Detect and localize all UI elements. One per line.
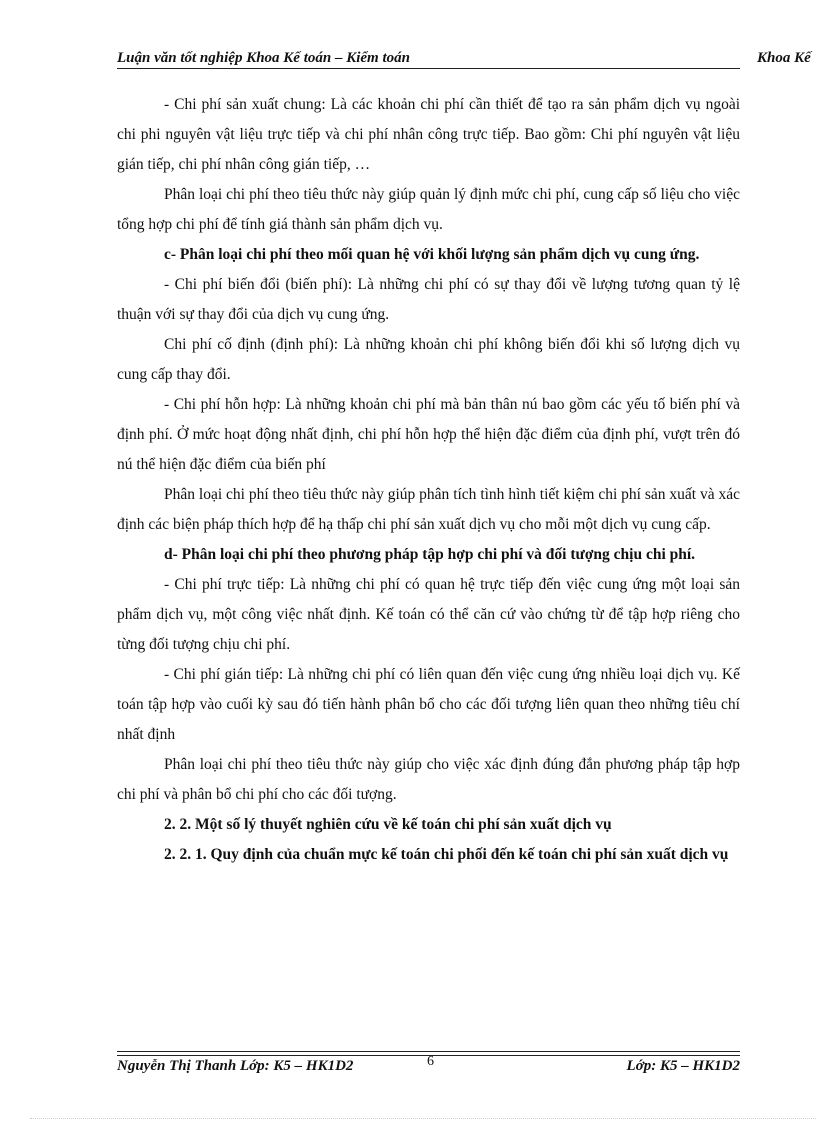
paragraph-mixed-costs: - Chi phí hỗn hợp: Là những khoản chi phí mà bản thân nú bao gồm các yếu tố biến phí và định phí. Ở mức hoạt động nhất định, chi phí hỗn hợp thể hiện đặc điểm của định phí, vượt trên đó nú thể hiện đặc điểm của biến phí	[117, 396, 740, 473]
document-body	[117, 90, 740, 870]
paragraph-general-costs: - Chi phí sản xuất chung: Là các khoản chi phí cần thiết để tạo ra sản phẩm dịch vụ ngoài chi phi nguyên vật liệu trực tiếp và chi phí nhân công trực tiếp. Bao gồm: Chi phí nguyên vật liệu gián tiếp, chi phí nhân công gián tiếp, …	[117, 96, 740, 173]
header-rule	[117, 68, 740, 69]
section-heading-c: c- Phân loại chi phí theo mối quan hệ với khối lượng sản phẩm dịch vụ cung ứng.	[164, 246, 700, 263]
header-department: Khoa Kế	[757, 50, 811, 66]
section-heading-d: d- Phân loại chi phí theo phương pháp tập hợp chi phí và đối tượng chịu chi phí.	[164, 546, 696, 563]
page-footer	[117, 1054, 740, 1080]
page-number: 6	[427, 1054, 434, 1069]
paragraph-classification-purpose-2: Phân loại chi phí theo tiêu thức này giúp phân tích tình hình tiết kiệm chi phí sản xuất và xác định các biện pháp thích hợp để hạ thấp chi phí sản xuất dịch vụ cho mỗi một dịch vụ cung cấp.	[117, 486, 740, 533]
section-heading-2-2: 2. 2. Một số lý thuyết nghiên cứu về kế toán chi phí sản xuất dịch vụ	[164, 816, 612, 833]
paragraph-direct-costs: - Chi phí trực tiếp: Là những chi phí có quan hệ trực tiếp đến việc cung ứng một loại sản phẩm dịch vụ, một công việc nhất định. Kế toán có thể căn cứ vào chứng từ để tập hợp riêng cho từng đối tượng chịu chi phí.	[117, 576, 740, 653]
section-heading-2-2-1: 2. 2. 1. Quy định của chuẩn mực kế toán chi phối đến kế toán chi phí sản xuất dịch vụ	[164, 846, 729, 863]
footer-author: Nguyễn Thị Thanh Lớp: K5 – HK1D2	[117, 1058, 354, 1074]
paragraph-fixed-costs: Chi phí cố định (định phí): Là những khoản chi phí không biến đổi khi số lượng dịch vụ cung cấp thay đổi.	[117, 336, 740, 383]
footer-class: Lớp: K5 – HK1D2	[626, 1058, 740, 1074]
paragraph-variable-costs: - Chi phí biến đổi (biến phí): Là những chi phí có sự thay đổi về lượng tương quan tỷ lệ thuận với sự thay đổi của dịch vụ cung ứng.	[117, 276, 740, 323]
paragraph-indirect-costs: - Chi phí gián tiếp: Là những chi phí có liên quan đến việc cung ứng nhiều loại dịch vụ. Kế toán tập hợp vào cuối kỳ sau đó tiến hành phân bổ cho các đối tượng liên quan theo những tiêu chí nhất định	[117, 666, 740, 743]
page-edge-divider	[30, 1118, 816, 1119]
paragraph-classification-purpose-1: Phân loại chi phí theo tiêu thức này giúp quản lý định mức chi phí, cung cấp số liệu cho việc tổng hợp chi phí để tính giá thành sản phẩm dịch vụ.	[117, 186, 740, 233]
header-title: Luận văn tốt nghiệp Khoa Kế toán – Kiểm toán	[117, 50, 410, 66]
paragraph-classification-purpose-3: Phân loại chi phí theo tiêu thức này giúp cho việc xác định đúng đắn phương pháp tập hợp chi phí và phân bổ chi phí cho các đối tượng.	[117, 756, 740, 803]
